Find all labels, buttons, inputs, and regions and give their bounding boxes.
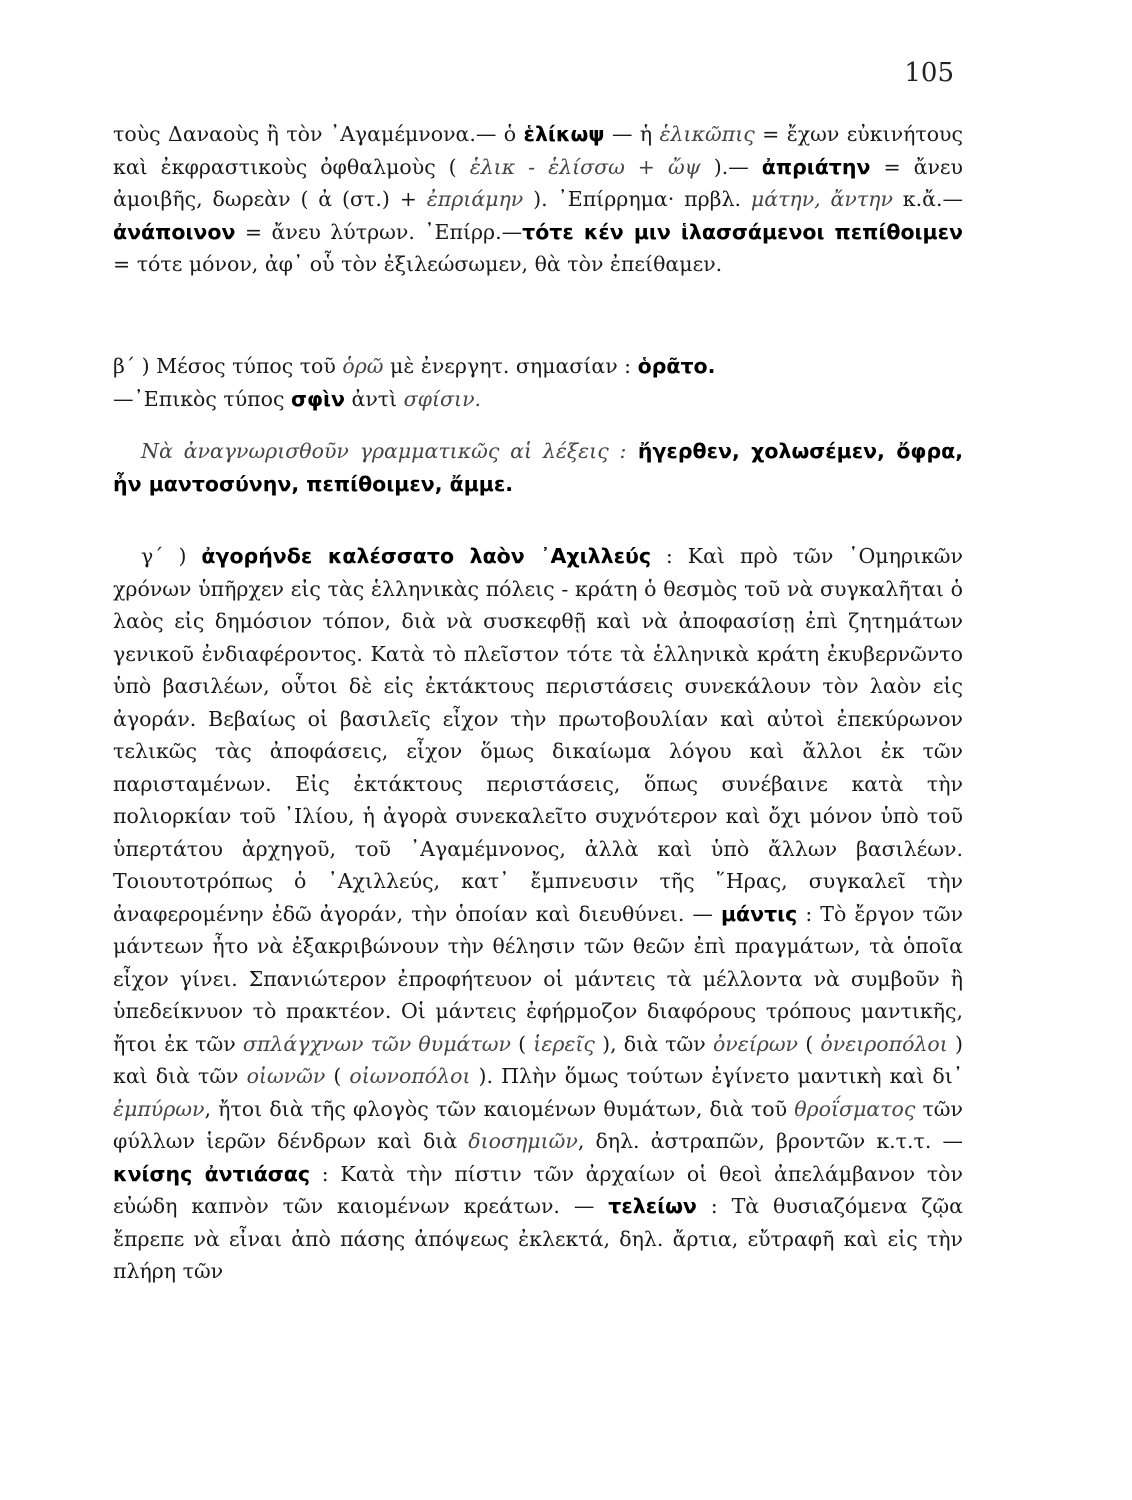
text-run: = ἄνευ λύτρων. ᾿Επίρρ.— xyxy=(235,219,523,244)
headword: τότε κέν μιν ἱλασσάμενοι πεπίθοιμεν xyxy=(522,219,963,244)
paragraph-beta xyxy=(113,350,963,415)
italic-term: ἱερεῖς xyxy=(533,1031,595,1056)
text-run: —᾿Επικὸς τύπος xyxy=(113,386,291,411)
text-run: ἀντὶ xyxy=(344,386,404,411)
text-run: ), διὰ τῶν xyxy=(594,1031,713,1056)
headword: ἀνάποινον xyxy=(113,219,236,244)
text-run: : Τὰ θυσιαζόμενα ζῷα ἔπρεπε νὰ εἶναι ἀπὸ πάσης ἀπόψεως ἐκλεκτά, δηλ. ἄρτια, εὔτραφῆ καὶ εἰς τὴν πλήρη τῶν xyxy=(113,1194,963,1283)
text-run: ( xyxy=(325,1064,350,1088)
italic-term: διοσημιῶν xyxy=(468,1129,578,1153)
text-run: β΄ ) Μέσος τύπος τοῦ xyxy=(113,354,343,378)
italic-term: σφίσιν. xyxy=(403,386,482,411)
text-run: τῶν φύλλων ἱερῶν δένδρων καὶ διὰ xyxy=(113,1096,963,1153)
text-run: ( xyxy=(798,1031,821,1056)
headword: σφὶν xyxy=(291,386,345,411)
headword: κνίσης ἀντιάσας xyxy=(113,1161,310,1186)
text-run: κ.ἄ.— xyxy=(892,187,963,211)
italic-instruction: Νὰ ἀναγνωρισθοῦν γραμματικῶς αἱ λέξεις : xyxy=(141,439,627,463)
text-run: : Τὸ ἔργον τῶν μάντεων ἦτο νὰ ἐξακριβώνουν τὴν θέλησιν τῶν θεῶν ἐπὶ πραγμάτων, τὰ ὁποῖα εἶχον γίνει. Σπανιώτερον ἐπροφήτευον οἱ μάντεις τὰ μέλλοντα νὰ συμβοῦν ἢ ὑπεδείκνυον τὸ πρακτέον. Οἱ μάντεις ἐφήρμοζον διαφόρους τρόπους μαντικῆς, ἤτοι ἐκ τῶν xyxy=(113,901,963,1056)
text-run: ). ᾿Επίρρημα· πρβλ. xyxy=(523,187,751,211)
italic-term: ὀνειροπόλοι xyxy=(820,1031,948,1056)
headword: ἀπριάτην xyxy=(761,154,871,179)
headword: ὁρᾶτο. xyxy=(637,354,716,378)
text-run: τοὺς Δαναοὺς ἢ τὸν ᾿Αγαμέμνονα.— ὁ xyxy=(113,122,524,146)
text-run: = ἔχων εὐκινήτους καὶ ἐκφραστικοὺς ὀφθαλμοὺς ( xyxy=(113,122,963,179)
headword: τελείων xyxy=(608,1194,697,1218)
text-run: , δηλ. ἀστραπῶν, βροντῶν κ.τ.τ. — xyxy=(577,1129,963,1153)
headword: ἀγορήνδε καλέσσατο λαὸν ᾿Αχιλλεύς xyxy=(201,544,651,568)
paragraph-glossary xyxy=(113,118,963,281)
text-run: — ἡ xyxy=(604,122,660,146)
headword: ἑλίκωψ xyxy=(523,122,605,146)
italic-term: ἑλικῶπις xyxy=(659,122,755,146)
text-run: : Κατὰ τὴν πίστιν τῶν ἀρχαίων οἱ θεοὶ ἀπελάμβανον τὸν εὐώδη καπνὸν τῶν καιομένων κρεάτων. — xyxy=(113,1161,963,1218)
italic-term: θροΐσματος xyxy=(794,1096,916,1121)
text-run: = ἄνευ ἀμοιβῆς, δωρεὰν ( ἀ (στ.) + xyxy=(113,154,964,211)
italic-term: ὀνείρων xyxy=(712,1031,799,1056)
headword: μάντις xyxy=(720,901,798,926)
page-number: 105 xyxy=(904,58,954,88)
paragraph-gamma xyxy=(113,540,963,1288)
italic-term: ἑλικ - ἑλίσσω + ὤψ xyxy=(469,154,701,179)
text-run: ( xyxy=(510,1031,534,1056)
italic-term: οἰωνοπόλοι xyxy=(349,1064,471,1088)
text-run: ). Πλὴν ὅμως τούτων ἐγίνετο μαντικὴ καὶ δι᾿ xyxy=(470,1064,963,1088)
italic-term: οἰωνῶν xyxy=(246,1064,326,1088)
headword-list: ἤγερθεν, χολωσέμεν, ὄφρα, ἦν μαντοσύνην, πεπίθοιμεν, ἄμμε. xyxy=(113,439,964,496)
text-run: : Καὶ πρὸ τῶν ῾Ομηρικῶν χρόνων ὑπῆρχεν εἰς τὰς ἑλληνικὰς πόλεις - κράτη ὁ θεσμὸς τοῦ νὰ συγκαλῆται ὁ λαὸς εἰς δημόσιον τόπον, διὰ νὰ συσκεφθῇ καὶ νὰ ἀποφασίσῃ ἐπὶ ζητημάτων γενικοῦ ἐνδιαφέροντος. Κατὰ τὸ πλεῖστον τότε τὰ ἑλληνικὰ κράτη ἐκυβερνῶντο ὑπὸ βασιλέων, οὗτοι δὲ εἰς ἐκτάκτους περιστάσεις συνεκάλουν τὸν λαὸν εἰς ἀγοράν. Βεβαίως οἱ βασιλεῖς εἶχον τὴν πρωτοβουλίαν καὶ αὐτοὶ ἐπεκύρωνον τελικῶς τὰς ἀποφάσεις, εἶχον ὅμως δικαίωμα λόγου καὶ ἄλλοι ἐκ τῶν παρισταμένων. Εἰς ἐκτάκτους περιστάσεις, ὅπως συνέβαινε κατὰ τὴν πολιορκίαν τοῦ ᾿Ιλίου, ἡ ἀγορὰ συνεκαλεῖτο συχνότερον καὶ ὄχι μόνον ὑπὸ τοῦ ὑπερτάτου ἀρχηγοῦ, τοῦ ᾿Αγαμέμνονος, ἀλλὰ καὶ ὑπὸ ἄλλων βασιλέων. Τοιουτοτρόπως ὁ ᾿Αχιλλεύς, κατ᾿ ἔμπνευσιν τῆς ῞Ηρας, συγκαλεῖ τὴν ἀναφερομένην ἐδῶ ἀγοράν, τὴν ὁποίαν καὶ διευθύνει. — xyxy=(113,544,963,926)
italic-term: μάτην, ἄντην xyxy=(750,187,893,211)
text-run: , ἤτοι διὰ τῆς φλογὸς τῶν καιομένων θυμάτων, διὰ τοῦ xyxy=(204,1096,795,1121)
italic-term: ἐμπύρων xyxy=(113,1096,205,1121)
text-run: μὲ ἐνεργητ. σημασίαν : xyxy=(383,354,638,378)
italic-term: σπλάγχνων τῶν θυμάτων xyxy=(242,1031,511,1056)
text-run: γ΄ ) xyxy=(141,544,202,568)
text-run: = τότε μόνον, ἀφ᾿ οὗ τὸν ἐξιλεώσωμεν, θὰ τὸν ἐπείθαμεν. xyxy=(113,252,723,276)
text-run: ).— xyxy=(700,154,762,179)
text-run: ) καὶ διὰ τῶν xyxy=(113,1031,964,1088)
paragraph-exercise xyxy=(113,435,963,500)
italic-term: ὁρῶ xyxy=(342,354,384,378)
italic-term: ἐπριάμην xyxy=(426,187,524,211)
